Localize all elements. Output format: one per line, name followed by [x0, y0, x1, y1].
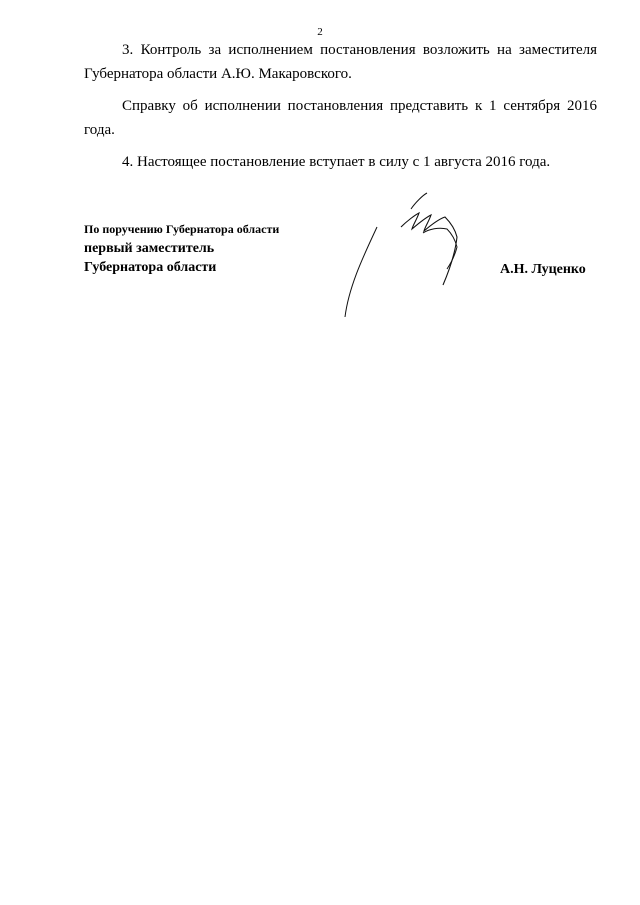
handwritten-signature-icon	[335, 185, 470, 320]
paragraph-3: 3. Контроль за исполнением постановления возложить на заместителя Губернатора области А.Ю. Макаровского.	[84, 42, 597, 82]
signatory-authority: По поручению Губернатора области	[84, 222, 280, 236]
signatory-name: А.Н. Луценко	[500, 262, 586, 277]
signatory-position-org: Губернатора области	[84, 260, 217, 275]
signatory-position: первый заместитель	[84, 241, 215, 256]
document-body	[84, 38, 597, 182]
paragraph-report: Справку об исполнении постановления представить к 1 сентября 2016 года.	[84, 98, 597, 138]
signature-block	[84, 220, 279, 277]
page-number: 2	[317, 26, 323, 38]
paragraph-4: 4. Настоящее постановление вступает в силу с 1 августа 2016 года.	[122, 154, 551, 170]
